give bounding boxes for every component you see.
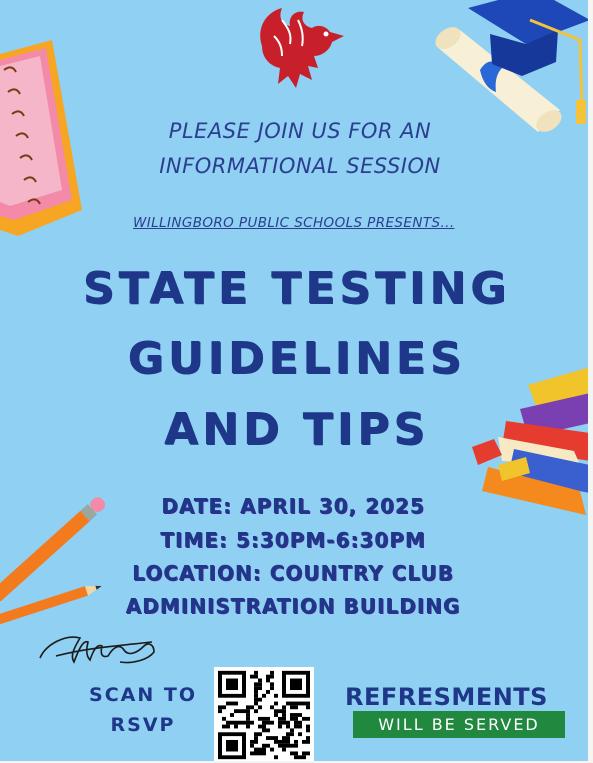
event-date: DATE: APRIL 30, 2025 bbox=[161, 494, 425, 518]
event-location-line-1: LOCATION: COUNTRY CLUB bbox=[132, 561, 454, 585]
event-time: TIME: 5:30PM-6:30PM bbox=[160, 528, 426, 552]
intro-line-1: PLEASE JOIN US FOR AN bbox=[168, 119, 432, 143]
qr-code-icon bbox=[214, 667, 314, 761]
title-line-1: STATE TESTING bbox=[82, 263, 511, 314]
presenter-line: WILLINGBORO PUBLIC SCHOOLS PRESENTS... bbox=[133, 215, 455, 231]
refreshments-heading: REFRESMENTS bbox=[345, 683, 548, 711]
signature-icon bbox=[36, 626, 160, 670]
title-line-2: GUIDELINES bbox=[127, 333, 466, 384]
event-location-line-2: ADMINISTRATION BUILDING bbox=[125, 594, 461, 618]
rsvp-line-1: SCAN TO bbox=[89, 684, 197, 706]
intro-line-2: INFORMATIONAL SESSION bbox=[159, 154, 441, 178]
rsvp-qr-code[interactable] bbox=[214, 667, 314, 761]
griffin-mascot-icon bbox=[252, 6, 348, 92]
title-line-3: AND TIPS bbox=[163, 404, 430, 455]
rsvp-line-2: RSVP bbox=[110, 714, 176, 736]
refreshments-subtext: WILL BE SERVED bbox=[353, 711, 565, 738]
